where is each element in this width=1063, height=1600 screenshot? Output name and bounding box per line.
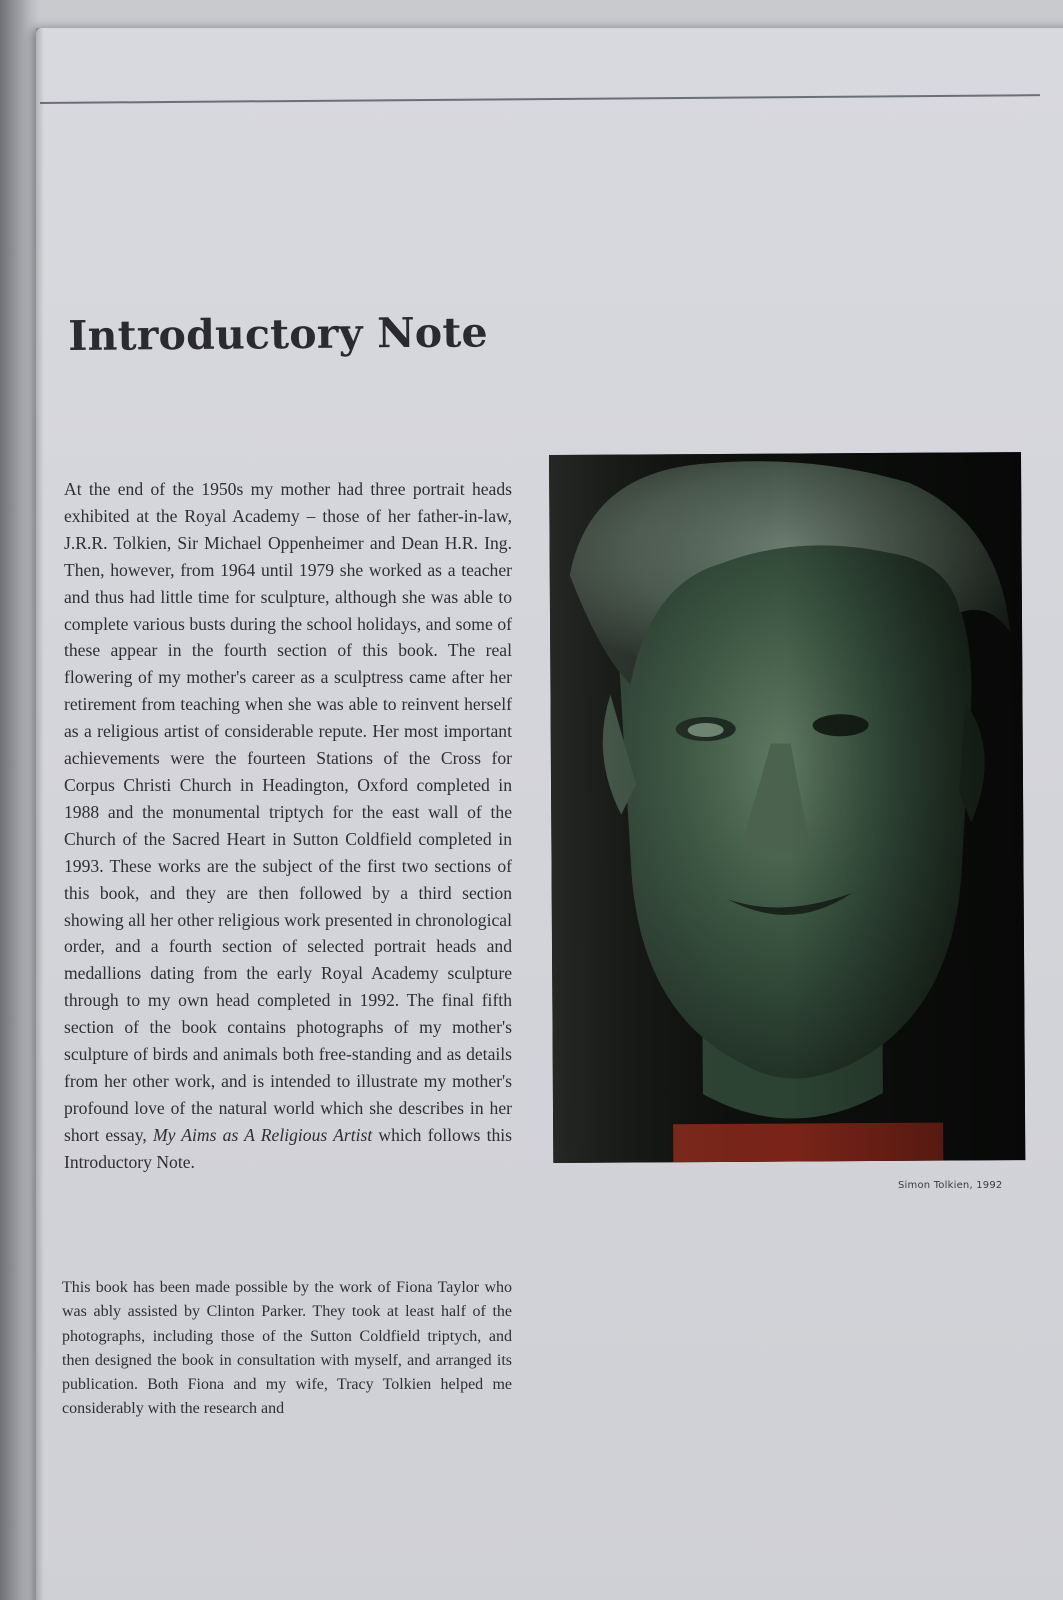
paragraph-1-ending: which follows this Introductory Note. [64,1124,512,1172]
page-title: Introductory Note [68,308,488,360]
photo-caption: Simon Tolkien, 1992 [898,1180,1003,1191]
body-paragraph-2: This book has been made possible by the work of Fiona Taylor who was ably assisted by Clinton Parker. They took at least half of the photographs, including those of the Sutton Coldfield triptych, and then designed the book in consultation with myself, and arranged its publication. Both Fiona and my wife, Tracy Tolkien helped me considerably with the research and [62,1279,512,1418]
sculpture-illustration [549,452,1025,1163]
body-paragraph-1 [64,476,512,1176]
bronze-head-photo [549,452,1025,1163]
paragraph-1-text: At the end of the 1950s my mother had three portrait heads exhibited at the Royal Academy – those of her father-in-law, J.R.R. Tolkien, Sir Michael Oppenheimer and Dean H.R. Ing. Then, however, from 1964 until 1979 she worked as a teacher and thus had little time for sculpture, although she was able to complete various busts during the school holidays, and some of these appear in the fourth section of this book. The real flowering of my mother's career as a sculptress came after her retirement from teaching when she was able to reinvent herself as a religious artist of considerable repute. Her most important achievements were the fourteen Stations of the Cross for Corpus Christi Church in Headington, Oxford completed in 1988 and the monumental triptych for the east wall of the Church of the Sacred Heart in Sutton Coldfield completed in 1993. These works are the subject of the first two sections of this book, and they are then followed by a third section showing all her other religious work presented in chronological order, and a fourth section of selected portrait heads and medallions dating from the early Royal Academy sculpture through to my own head completed in 1992. The final fifth section of the book contains photographs of my mother's sculpture of birds and animals both free-standing and as details from her other work, and is intended to illustrate my mother's profound love of the natural world which she describes in her short essay, [64,479,512,1145]
page-gutter-shadow [36,28,44,1600]
essay-title-italic: My Aims as A Religious Artist [152,1124,373,1145]
